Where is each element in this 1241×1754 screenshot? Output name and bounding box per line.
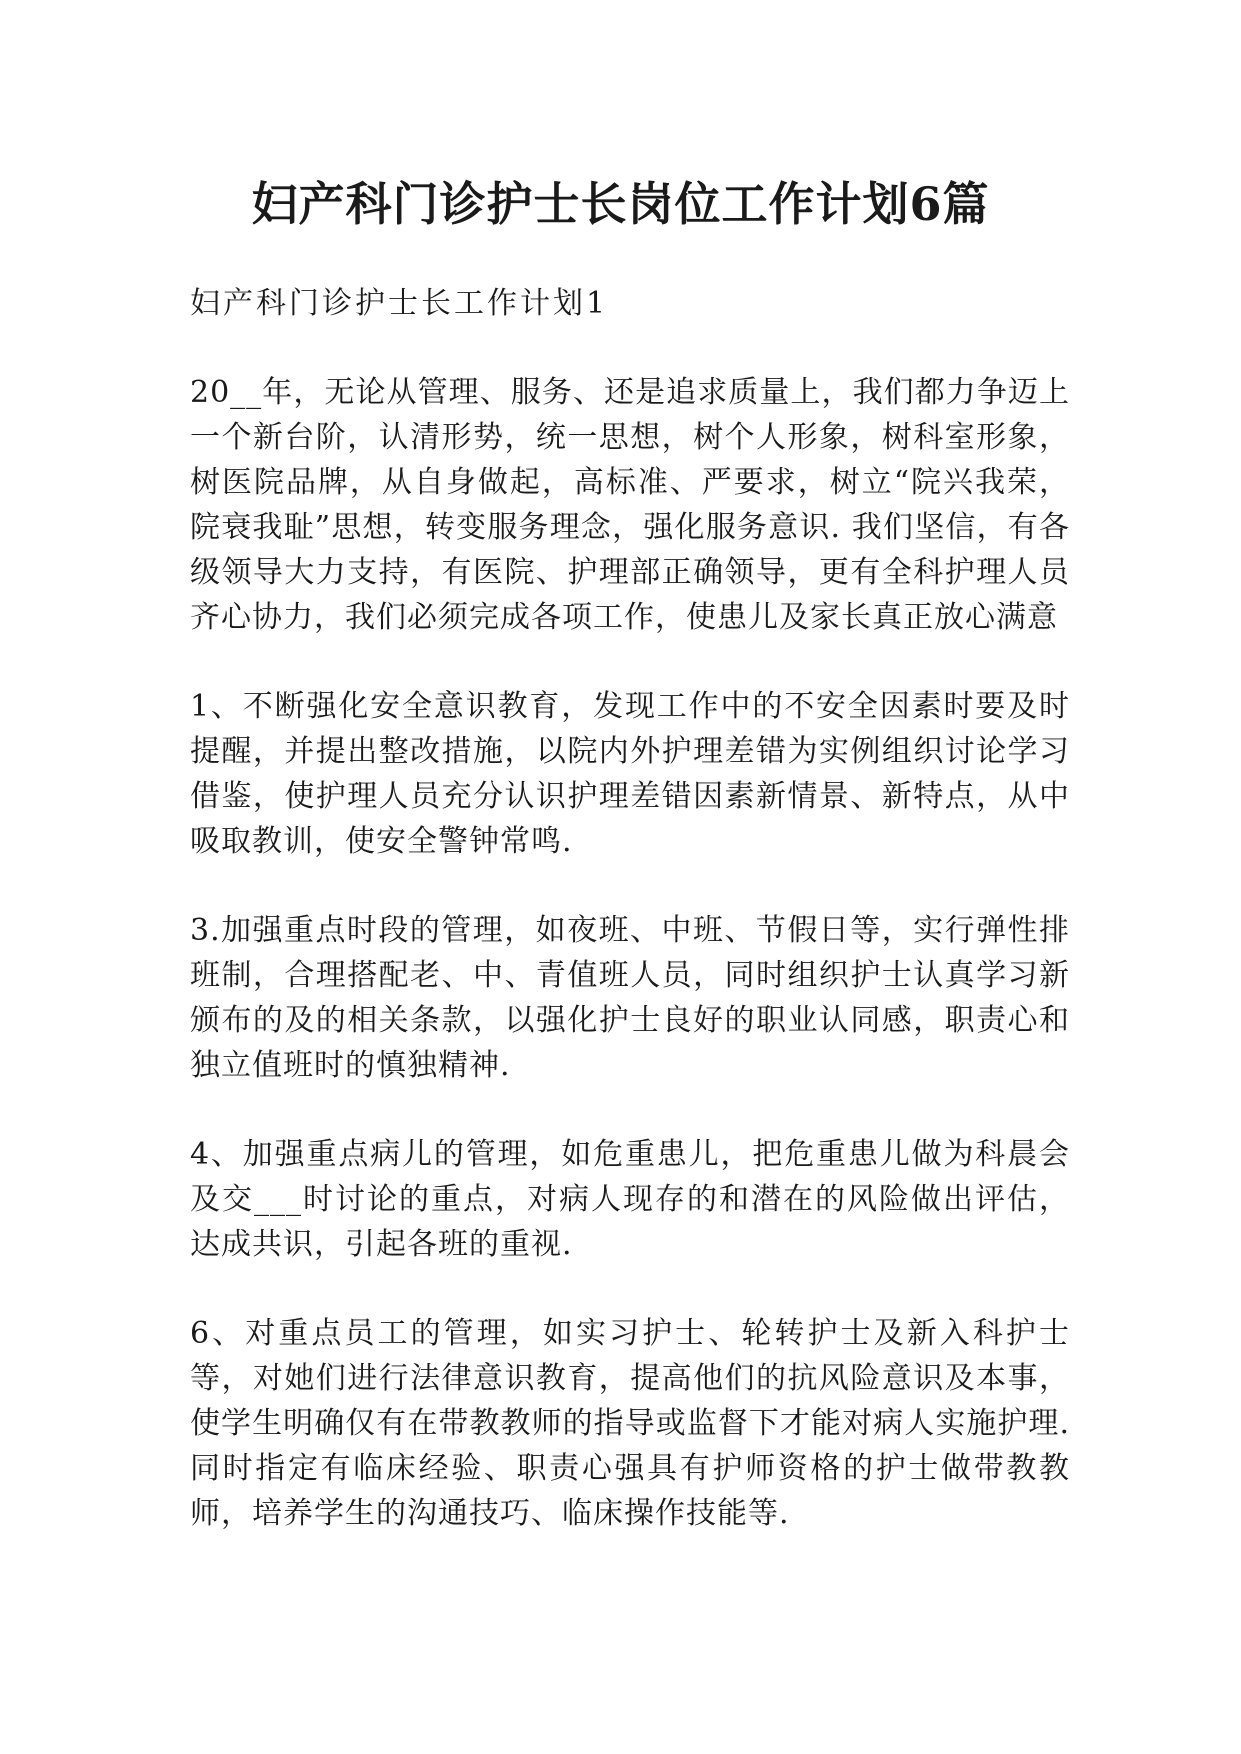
document-body: [190, 282, 1070, 1580]
paragraph-intro: 20__年，无论从管理、服务、还是追求质量上，我们都力争迈上一个新台阶，认清形势，统一思想，树个人形象，树科室形象，树医院品牌，从自身做起，高标准、严要求，树立“院兴我荣，院衰我耻”思想，转变服务理念，强化服务意识. 我们坚信，有各级领导大力支持，有医院、护理部正确领导，更有全科护理人员齐心协力，我们必须完成各项工作，使患儿及家长真正放心满意: [190, 375, 1070, 635]
paragraph-item-6: 6、对重点员工的管理，如实习护士、轮转护士及新入科护士等，对她们进行法律意识教育，提高他们的抗风险意识及本事，使学生明确仅有在带教教师的指导或监督下才能对病人实施护理. 同时指定有临床经验、职责心强具有护师资格的护士做带教教师，培养学生的沟通技巧、临床操作技能等.: [190, 1316, 1070, 1531]
paragraph-item-4: 4、加强重点病儿的管理，如危重患儿，把危重患儿做为科晨会及交___时讨论的重点，对病人现存的和潜在的风险做出评估，达成共识，引起各班的重视.: [190, 1137, 1070, 1262]
paragraph-item-3: 3.加强重点时段的管理，如夜班、中班、节假日等，实行弹性排班制，合理搭配老、中、青值班人员，同时组织护士认真学习新颁布的及的相关条款，以强化护士良好的职业认同感，职责心和独立值班时的慎独精神.: [190, 913, 1070, 1083]
document-title: 妇产科门诊护士长岗位工作计划6篇: [251, 177, 990, 231]
section-subtitle: 妇产科门诊护士长工作计划1: [190, 286, 609, 321]
paragraph-item-1: 1、不断强化安全意识教育，发现工作中的不安全因素时要及时提醒，并提出整改措施，以院内外护理差错为实例组织讨论学习借鉴，使护理人员充分认识护理差错因素新情景、新特点，从中吸取教训，使安全警钟常鸣.: [190, 689, 1070, 859]
